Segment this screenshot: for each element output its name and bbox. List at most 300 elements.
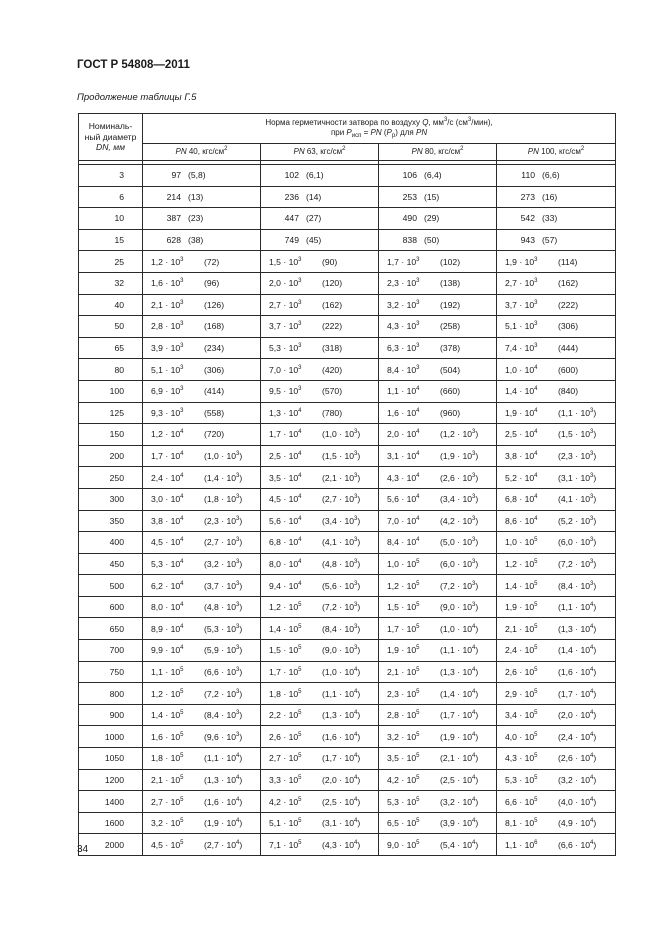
mm3-per-s-value: $2,7 \cdot 10^3$	[505, 278, 538, 289]
cm3-per-min-value: $(9,6 \cdot 10^3)$	[204, 731, 243, 742]
leak-rate-cell	[261, 510, 379, 532]
dn-cell: 6	[79, 186, 143, 208]
leak-rate-cell	[143, 532, 261, 554]
cm3-per-min-value: $(1,1 \cdot 10^4)$	[204, 753, 243, 764]
mm3-per-s-value: 943	[520, 235, 535, 246]
leak-rate-cell	[497, 748, 616, 770]
table-row	[79, 618, 616, 640]
cm3-per-min-value: $(2,5 \cdot 10^4)$	[440, 774, 479, 785]
mm3-per-s-value: $1,9 \cdot 10^5$	[387, 645, 420, 656]
mm3-per-s-value: $5,1 \cdot 10^3$	[151, 364, 184, 375]
cm3-per-min-value: $(2,0 \cdot 10^4)$	[558, 710, 597, 721]
dn-cell: 300	[79, 488, 143, 510]
cm3-per-min-value: $(5,4 \cdot 10^4)$	[440, 839, 479, 850]
mm3-per-s-value: $2,1 \cdot 10^3$	[151, 299, 184, 310]
leak-rate-cell	[261, 316, 379, 338]
table-row	[79, 683, 616, 705]
table-row	[79, 596, 616, 618]
leak-rate-cell	[261, 748, 379, 770]
cm3-per-min-value: (444)	[558, 343, 579, 354]
mm3-per-s-value: 273	[520, 191, 535, 202]
mm3-per-s-value: $3,5 \cdot 10^4$	[269, 472, 302, 483]
mm3-per-s-value: 236	[284, 191, 299, 202]
mm3-per-s-value: $1,1 \cdot 10^5$	[151, 666, 184, 677]
mm3-per-s-value: $8,4 \cdot 10^4$	[387, 537, 420, 548]
leak-rate-cell	[379, 337, 497, 359]
table-row	[79, 640, 616, 662]
leak-rate-cell	[261, 251, 379, 273]
mm3-per-s-value: $1,1 \cdot 10^6$	[505, 839, 538, 850]
leak-rate-cell	[497, 726, 616, 748]
mm3-per-s-value: $1,2 \cdot 10^5$	[505, 558, 538, 569]
cm3-per-min-value: (660)	[440, 386, 461, 397]
leak-rate-cell	[143, 337, 261, 359]
cm3-per-min-value: $(4,0 \cdot 10^4)$	[558, 796, 597, 807]
mm3-per-s-value: $1,6 \cdot 10^5$	[151, 731, 184, 742]
mm3-per-s-value: $7,1 \cdot 10^5$	[269, 839, 302, 850]
dn-cell: 3	[79, 165, 143, 187]
leak-rate-cell	[379, 316, 497, 338]
dn-cell: 2000	[79, 834, 143, 856]
mm3-per-s-value: $1,7 \cdot 10^4$	[269, 429, 302, 440]
leak-rate-cell	[497, 467, 616, 489]
cm3-per-min-value: $(3,4 \cdot 10^3)$	[440, 494, 479, 505]
dn-cell: 10	[79, 208, 143, 230]
cm3-per-min-value: $(4,1 \cdot 10^3)$	[322, 537, 361, 548]
leak-rate-cell	[143, 359, 261, 381]
mm3-per-s-value: $3,9 \cdot 10^3$	[151, 343, 184, 354]
leak-rate-cell	[379, 510, 497, 532]
cm3-per-min-value: $(1,9 \cdot 10^4)$	[440, 731, 479, 742]
table-row	[79, 402, 616, 424]
leak-rate-cell	[379, 251, 497, 273]
leak-rate-cell	[261, 186, 379, 208]
table-row	[79, 467, 616, 489]
leak-rate-cell	[143, 661, 261, 683]
mm3-per-s-value: $1,7 \cdot 10^5$	[387, 623, 420, 634]
cm3-per-min-value: (96)	[204, 278, 220, 289]
table-row	[79, 165, 616, 187]
leak-rate-cell	[379, 812, 497, 834]
table-row	[79, 294, 616, 316]
mm3-per-s-value: $1,2 \cdot 10^5$	[387, 580, 420, 591]
leak-rate-cell	[379, 445, 497, 467]
mm3-per-s-value: 253	[402, 191, 417, 202]
mm3-per-s-value: $8,4 \cdot 10^3$	[387, 364, 420, 375]
dn-cell: 450	[79, 553, 143, 575]
mm3-per-s-value: $5,2 \cdot 10^4$	[505, 472, 538, 483]
cm3-per-min-value: (414)	[204, 386, 225, 397]
mm3-per-s-value: 214	[166, 191, 181, 202]
mm3-per-s-value: $3,2 \cdot 10^3$	[387, 299, 420, 310]
mm3-per-s-value: $2,6 \cdot 10^5$	[505, 666, 538, 677]
mm3-per-s-value: $1,2 \cdot 10^3$	[151, 256, 184, 267]
cm3-per-min-value: $(1,4 \cdot 10^4)$	[558, 645, 597, 656]
document-title: ГОСТ Р 54808—2011	[77, 59, 190, 71]
mm3-per-s-value: $2,1 \cdot 10^5$	[387, 666, 420, 677]
leak-rate-cell	[261, 532, 379, 554]
cm3-per-min-value: $(1,4 \cdot 10^4)$	[440, 688, 479, 699]
dn-cell: 650	[79, 618, 143, 640]
cm3-per-min-value: (33)	[542, 213, 558, 224]
mm3-per-s-value: 387	[166, 213, 181, 224]
cm3-per-min-value: (570)	[322, 386, 343, 397]
cm3-per-min-value: $(1,7 \cdot 10^4)$	[322, 753, 361, 764]
mm3-per-s-value: $3,3 \cdot 10^5$	[269, 774, 302, 785]
leak-rate-cell	[261, 488, 379, 510]
leak-rate-cell	[379, 532, 497, 554]
mm3-per-s-value: $2,3 \cdot 10^3$	[387, 278, 420, 289]
leak-rate-cell	[497, 402, 616, 424]
leak-rate-cell	[497, 640, 616, 662]
mm3-per-s-value: 628	[166, 235, 181, 246]
leak-rate-cell	[261, 294, 379, 316]
mm3-per-s-value: $5,3 \cdot 10^3$	[269, 343, 302, 354]
mm3-per-s-value: $4,5 \cdot 10^4$	[269, 494, 302, 505]
cm3-per-min-value: $(3,4 \cdot 10^3)$	[322, 515, 361, 526]
leak-rate-cell	[143, 748, 261, 770]
leak-rate-cell	[143, 424, 261, 446]
table-row	[79, 229, 616, 251]
table-row	[79, 424, 616, 446]
cm3-per-min-value: (162)	[558, 278, 579, 289]
leak-rate-cell	[143, 488, 261, 510]
leak-rate-cell	[143, 726, 261, 748]
cm3-per-min-value: $(1,2 \cdot 10^3)$	[440, 429, 479, 440]
cm3-per-min-value: $(1,9 \cdot 10^3)$	[440, 451, 479, 462]
cm3-per-min-value: (378)	[440, 343, 461, 354]
cm3-per-min-value: (960)	[440, 407, 461, 418]
cm3-per-min-value: $(5,0 \cdot 10^3)$	[440, 537, 479, 548]
leak-rate-cell	[143, 683, 261, 705]
mm3-per-s-value: $4,5 \cdot 10^5$	[151, 839, 184, 850]
mm3-per-s-value: $2,0 \cdot 10^3$	[269, 278, 302, 289]
leak-rate-cell	[143, 553, 261, 575]
leak-rate-cell	[261, 791, 379, 813]
leak-rate-cell	[379, 704, 497, 726]
mm3-per-s-value: $2,7 \cdot 10^5$	[151, 796, 184, 807]
mm3-per-s-value: $4,3 \cdot 10^5$	[505, 753, 538, 764]
cm3-per-min-value: $(1,1 \cdot 10^4)$	[322, 688, 361, 699]
dn-cell: 350	[79, 510, 143, 532]
leak-rate-cell	[261, 683, 379, 705]
mm3-per-s-value: 447	[284, 213, 299, 224]
leak-rate-cell	[261, 272, 379, 294]
cm3-per-min-value: $(4,8 \cdot 10^3)$	[204, 602, 243, 613]
leak-rate-cell	[379, 467, 497, 489]
dn-cell: 1600	[79, 812, 143, 834]
leak-rate-cell	[261, 575, 379, 597]
leak-rate-cell	[261, 661, 379, 683]
mm3-per-s-value: 749	[284, 235, 299, 246]
mm3-per-s-value: $2,8 \cdot 10^3$	[151, 321, 184, 332]
dn-cell: 750	[79, 661, 143, 683]
leak-rate-cell	[379, 294, 497, 316]
cm3-per-min-value: (23)	[188, 213, 204, 224]
cm3-per-min-value: (16)	[542, 191, 558, 202]
mm3-per-s-value: 542	[520, 213, 535, 224]
leak-rate-cell	[379, 359, 497, 381]
cm3-per-min-value: (420)	[322, 364, 343, 375]
cm3-per-min-value: $(7,2 \cdot 10^3)$	[204, 688, 243, 699]
mm3-per-s-value: $1,4 \cdot 10^5$	[151, 710, 184, 721]
mm3-per-s-value: $3,4 \cdot 10^5$	[505, 710, 538, 721]
leak-rate-cell	[261, 812, 379, 834]
table-row	[79, 510, 616, 532]
dn-cell: 100	[79, 380, 143, 402]
dn-cell: 1400	[79, 791, 143, 813]
leak-rate-cell	[379, 380, 497, 402]
dn-cell: 50	[79, 316, 143, 338]
leak-rate-cell	[379, 186, 497, 208]
leak-rate-cell	[379, 402, 497, 424]
mm3-per-s-value: $1,0 \cdot 10^5$	[505, 537, 538, 548]
cm3-per-min-value: $(1,7 \cdot 10^4)$	[440, 710, 479, 721]
cm3-per-min-value: $(4,8 \cdot 10^3)$	[322, 558, 361, 569]
dn-cell: 700	[79, 640, 143, 662]
cm3-per-min-value: $(6,6 \cdot 10^3)$	[204, 666, 243, 677]
cm3-per-min-value: (120)	[322, 278, 343, 289]
leak-rate-cell	[261, 553, 379, 575]
mm3-per-s-value: $4,2 \cdot 10^5$	[269, 796, 302, 807]
mm3-per-s-value: $6,9 \cdot 10^3$	[151, 386, 184, 397]
mm3-per-s-value: $2,5 \cdot 10^4$	[269, 451, 302, 462]
cm3-per-min-value: $(3,2 \cdot 10^3)$	[204, 558, 243, 569]
mm3-per-s-value: $6,3 \cdot 10^3$	[387, 343, 420, 354]
cm3-per-min-value: $(3,7 \cdot 10^3)$	[204, 580, 243, 591]
table-row	[79, 704, 616, 726]
mm3-per-s-value: $1,0 \cdot 10^4$	[505, 364, 538, 375]
leak-rate-cell	[261, 704, 379, 726]
cm3-per-min-value: (168)	[204, 321, 225, 332]
cm3-per-min-value: (720)	[204, 429, 225, 440]
dn-cell: 65	[79, 337, 143, 359]
mm3-per-s-value: $1,9 \cdot 10^3$	[505, 256, 538, 267]
table-row	[79, 316, 616, 338]
cm3-per-min-value: $(5,6 \cdot 10^3)$	[322, 580, 361, 591]
cm3-per-min-value: $(2,7 \cdot 10^3)$	[204, 537, 243, 548]
table-row	[79, 359, 616, 381]
leak-rate-cell	[143, 510, 261, 532]
cm3-per-min-value: $(4,3 \cdot 10^4)$	[322, 839, 361, 850]
pn-column-header: PN 63, кгс/$см^2$	[261, 143, 379, 160]
table-row	[79, 748, 616, 770]
leak-rate-cell	[143, 812, 261, 834]
table-row	[79, 532, 616, 554]
pn-column-header: PN 100, кгс/$см^2$	[497, 143, 616, 160]
mm3-per-s-value: $4,3 \cdot 10^4$	[387, 472, 420, 483]
cm3-per-min-value: $(6,0 \cdot 10^3)$	[558, 537, 597, 548]
mm3-per-s-value: $3,0 \cdot 10^4$	[151, 494, 184, 505]
leak-rate-cell	[497, 596, 616, 618]
leak-rate-cell	[261, 208, 379, 230]
mm3-per-s-value: $3,7 \cdot 10^3$	[269, 321, 302, 332]
cm3-per-min-value: $(1,8 \cdot 10^3)$	[204, 494, 243, 505]
mm3-per-s-value: $8,9 \cdot 10^4$	[151, 623, 184, 634]
leak-rate-cell	[497, 380, 616, 402]
cm3-per-min-value: $(8,4 \cdot 10^3)$	[558, 580, 597, 591]
mm3-per-s-value: $2,1 \cdot 10^5$	[505, 623, 538, 634]
cm3-per-min-value: $(1,3 \cdot 10^4)$	[440, 666, 479, 677]
cm3-per-min-value: (27)	[306, 213, 322, 224]
mm3-per-s-value: $5,1 \cdot 10^5$	[269, 818, 302, 829]
dn-cell: 900	[79, 704, 143, 726]
leak-rate-cell	[379, 661, 497, 683]
cm3-per-min-value: $(2,3 \cdot 10^3)$	[558, 451, 597, 462]
mm3-per-s-value: $3,8 \cdot 10^4$	[505, 451, 538, 462]
cm3-per-min-value: $(1,0 \cdot 10^3)$	[322, 429, 361, 440]
dn-column-header: Номиналь- ный диаметр DN, мм	[79, 114, 143, 161]
leak-rate-cell	[497, 251, 616, 273]
leak-rate-cell	[261, 359, 379, 381]
mm3-per-s-value: $3,1 \cdot 10^4$	[387, 451, 420, 462]
leak-rate-cell	[497, 186, 616, 208]
cm3-per-min-value: $(1,1 \cdot 10^3)$	[558, 407, 597, 418]
mm3-per-s-value: $1,7 \cdot 10^4$	[151, 451, 184, 462]
table-row	[79, 726, 616, 748]
leak-rate-cell	[379, 575, 497, 597]
leak-rate-header: Норма герметичности затвора по воздуху Q, $мм^3/с$ $(см^3/мин)$, при $P_{исп}$ = PN $(P_р)$ для PN	[143, 114, 616, 144]
cm3-per-min-value: (600)	[558, 364, 579, 375]
cm3-per-min-value: (558)	[204, 407, 225, 418]
mm3-per-s-value: $1,8 \cdot 10^5$	[269, 688, 302, 699]
cm3-per-min-value: $(8,4 \cdot 10^3)$	[204, 710, 243, 721]
mm3-per-s-value: $7,0 \cdot 10^3$	[269, 364, 302, 375]
cm3-per-min-value: $(1,0 \cdot 10^3)$	[204, 451, 243, 462]
dn-cell: 125	[79, 402, 143, 424]
mm3-per-s-value: $1,5 \cdot 10^3$	[269, 256, 302, 267]
dn-cell: 40	[79, 294, 143, 316]
dn-cell: 250	[79, 467, 143, 489]
leak-rate-cell	[379, 726, 497, 748]
cm3-per-min-value: $(2,0 \cdot 10^4)$	[322, 774, 361, 785]
dn-cell: 25	[79, 251, 143, 273]
cm3-per-min-value: (15)	[424, 191, 440, 202]
cm3-per-min-value: $(3,1 \cdot 10^4)$	[322, 818, 361, 829]
leak-rate-cell	[497, 208, 616, 230]
leak-rate-cell	[143, 186, 261, 208]
leak-rate-cell	[497, 424, 616, 446]
mm3-per-s-value: $7,4 \cdot 10^3$	[505, 343, 538, 354]
mm3-per-s-value: $1,0 \cdot 10^5$	[387, 558, 420, 569]
leak-rate-cell	[143, 575, 261, 597]
leak-rate-cell	[379, 683, 497, 705]
leak-rate-cell	[497, 272, 616, 294]
mm3-per-s-value: $1,4 \cdot 10^5$	[505, 580, 538, 591]
leak-rate-cell	[497, 359, 616, 381]
cm3-per-min-value: $(4,1 \cdot 10^3)$	[558, 494, 597, 505]
cm3-per-min-value: $(2,1 \cdot 10^3)$	[322, 472, 361, 483]
leak-rate-cell	[143, 402, 261, 424]
table-row	[79, 553, 616, 575]
mm3-per-s-value: $1,4 \cdot 10^4$	[505, 386, 538, 397]
cm3-per-min-value: (14)	[306, 191, 322, 202]
leak-rate-cell	[143, 272, 261, 294]
cm3-per-min-value: (306)	[204, 364, 225, 375]
mm3-per-s-value: $1,2 \cdot 10^5$	[269, 602, 302, 613]
leak-rate-cell	[261, 769, 379, 791]
leak-rate-cell	[379, 272, 497, 294]
cm3-per-min-value: $(2,7 \cdot 10^3)$	[322, 494, 361, 505]
cm3-per-min-value: (102)	[440, 256, 461, 267]
cm3-per-min-value: $(4,9 \cdot 10^4)$	[558, 818, 597, 829]
cm3-per-min-value: $(1,0 \cdot 10^4)$	[322, 666, 361, 677]
leak-rate-cell	[379, 424, 497, 446]
cm3-per-min-value: $(2,4 \cdot 10^4)$	[558, 731, 597, 742]
cm3-per-min-value: $(1,7 \cdot 10^4)$	[558, 688, 597, 699]
cm3-per-min-value: $(1,0 \cdot 10^4)$	[440, 623, 479, 634]
dn-cell: 150	[79, 424, 143, 446]
cm3-per-min-value: $(1,5 \cdot 10^3)$	[558, 429, 597, 440]
mm3-per-s-value: $4,0 \cdot 10^5$	[505, 731, 538, 742]
leak-rate-cell	[379, 596, 497, 618]
leak-rate-cell	[497, 316, 616, 338]
mm3-per-s-value: $2,6 \cdot 10^5$	[269, 731, 302, 742]
dn-cell: 15	[79, 229, 143, 251]
leak-rate-cell	[497, 661, 616, 683]
table-row	[79, 661, 616, 683]
mm3-per-s-value: $2,2 \cdot 10^5$	[269, 710, 302, 721]
leak-rate-cell	[379, 769, 497, 791]
leak-rate-cell	[143, 208, 261, 230]
cm3-per-min-value: (780)	[322, 407, 343, 418]
cm3-per-min-value: $(5,3 \cdot 10^3)$	[204, 623, 243, 634]
mm3-per-s-value: $5,3 \cdot 10^5$	[505, 774, 538, 785]
leak-rate-cell	[261, 402, 379, 424]
mm3-per-s-value: $7,0 \cdot 10^4$	[387, 515, 420, 526]
leak-rate-cell	[497, 553, 616, 575]
leak-rate-cell	[261, 618, 379, 640]
leak-rate-cell	[143, 380, 261, 402]
cm3-per-min-value: (5,8)	[188, 170, 206, 181]
cm3-per-min-value: $(5,2 \cdot 10^3)$	[558, 515, 597, 526]
leak-rate-cell	[261, 445, 379, 467]
cm3-per-min-value: (306)	[558, 321, 579, 332]
leak-rate-cell	[497, 575, 616, 597]
cm3-per-min-value: (90)	[322, 256, 338, 267]
mm3-per-s-value: 838	[402, 235, 417, 246]
leak-rate-cell	[497, 445, 616, 467]
mm3-per-s-value: $6,8 \cdot 10^4$	[269, 537, 302, 548]
table-caption: Продолжение таблицы Г.5	[77, 92, 197, 103]
cm3-per-min-value: (318)	[322, 343, 343, 354]
leak-rate-cell	[261, 424, 379, 446]
mm3-per-s-value: 97	[171, 170, 181, 181]
mm3-per-s-value: $2,9 \cdot 10^5$	[505, 688, 538, 699]
mm3-per-s-value: $2,4 \cdot 10^4$	[151, 472, 184, 483]
cm3-per-min-value: $(1,3 \cdot 10^4)$	[322, 710, 361, 721]
cm3-per-min-value: $(3,1 \cdot 10^3)$	[558, 472, 597, 483]
cm3-per-min-value: $(2,1 \cdot 10^4)$	[440, 753, 479, 764]
cm3-per-min-value: (50)	[424, 235, 440, 246]
cm3-per-min-value: $(3,2 \cdot 10^4)$	[440, 796, 479, 807]
mm3-per-s-value: $8,1 \cdot 10^5$	[505, 818, 538, 829]
mm3-per-s-value: 106	[402, 170, 417, 181]
mm3-per-s-value: $1,6 \cdot 10^3$	[151, 278, 184, 289]
dn-cell: 600	[79, 596, 143, 618]
cm3-per-min-value: $(9,0 \cdot 10^3)$	[322, 645, 361, 656]
mm3-per-s-value: 102	[284, 170, 299, 181]
mm3-per-s-value: $3,2 \cdot 10^5$	[151, 818, 184, 829]
mm3-per-s-value: $1,6 \cdot 10^4$	[387, 407, 420, 418]
cm3-per-min-value: $(2,6 \cdot 10^4)$	[558, 753, 597, 764]
dn-cell: 1050	[79, 748, 143, 770]
cm3-per-min-value: $(6,6 \cdot 10^4)$	[558, 839, 597, 850]
cm3-per-min-value: $(4,2 \cdot 10^3)$	[440, 515, 479, 526]
cm3-per-min-value: (72)	[204, 256, 220, 267]
leak-rate-cell	[261, 380, 379, 402]
mm3-per-s-value: $5,6 \cdot 10^4$	[269, 515, 302, 526]
